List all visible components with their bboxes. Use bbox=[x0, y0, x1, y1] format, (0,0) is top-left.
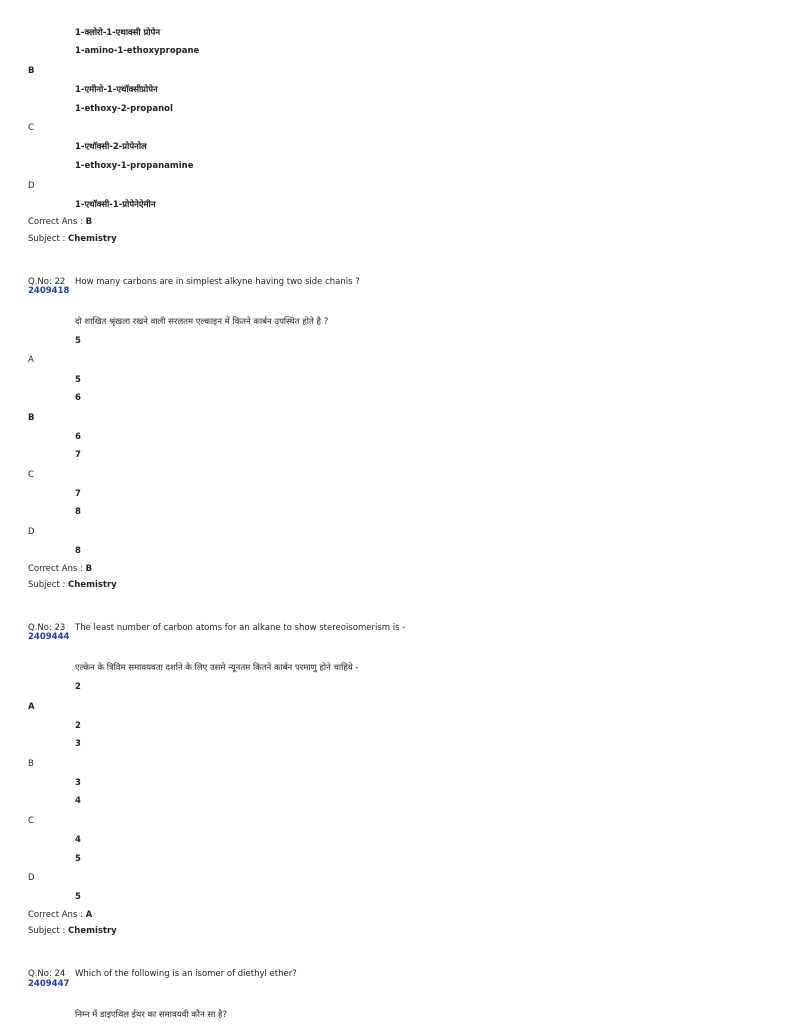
q22-option-letter-b: B bbox=[28, 413, 35, 423]
q22-option-c-english: 7 bbox=[75, 450, 81, 460]
q23-option-c-hindi: 4 bbox=[75, 835, 81, 845]
subject-value: Chemistry bbox=[68, 926, 117, 936]
q21-option-d-english: 1-ethoxy-1-propanamine bbox=[75, 161, 194, 171]
subject-label: Subject : bbox=[28, 234, 66, 244]
q23-correct-answer bbox=[28, 910, 92, 921]
subject-label: Subject : bbox=[28, 580, 66, 590]
q21-option-b-english: 1-amino-1-ethoxypropane bbox=[75, 46, 200, 56]
subject-label: Subject : bbox=[28, 926, 66, 936]
correct-answer-label: Correct Ans : bbox=[28, 564, 83, 574]
q23-option-b-hindi: 3 bbox=[75, 778, 81, 788]
q22-option-c-hindi: 7 bbox=[75, 489, 81, 499]
q22-option-letter-a: A bbox=[28, 355, 34, 365]
q23-question-english: The least number of carbon atoms for an alkane to show stereoisomerism is - bbox=[75, 623, 406, 633]
q21-option-letter-c: C bbox=[28, 123, 34, 133]
q23-option-d-english: 5 bbox=[75, 854, 81, 864]
q23-option-c-english: 4 bbox=[75, 796, 81, 806]
correct-answer-value: B bbox=[85, 217, 93, 227]
correct-answer-value: B bbox=[85, 564, 93, 574]
q23-option-a-hindi: 2 bbox=[75, 721, 81, 731]
q23-option-letter-d: D bbox=[28, 873, 35, 883]
q23-option-b-english: 3 bbox=[75, 739, 81, 749]
q22-option-d-english: 8 bbox=[75, 507, 81, 517]
q22-option-b-english: 6 bbox=[75, 393, 81, 403]
q21-option-letter-b: B bbox=[28, 66, 35, 76]
q22-correct-answer bbox=[28, 564, 92, 575]
q22-option-d-hindi: 8 bbox=[75, 546, 81, 556]
q22-question-id: 2409418 bbox=[28, 286, 70, 296]
q21-subject bbox=[28, 234, 117, 245]
q23-number: Q.No: 23 bbox=[28, 623, 66, 633]
q23-question-hindi: एल्केन के त्रिविम समावयवता दर्शाने के लिए उसमे न्यूनतम कितने कार्बन परमाणु होने चाहिये - bbox=[75, 663, 359, 673]
q23-option-a-english: 2 bbox=[75, 682, 81, 692]
q23-option-letter-b: B bbox=[28, 759, 34, 769]
q23-option-d-hindi: 5 bbox=[75, 892, 81, 902]
q21-correct-answer bbox=[28, 217, 92, 228]
q22-option-a-english: 5 bbox=[75, 336, 81, 346]
correct-answer-label: Correct Ans : bbox=[28, 217, 83, 227]
q24-question-hindi: निम्न में डाइएथिल ईथर का समावयवी कौन सा है? bbox=[75, 1010, 228, 1020]
q21-option-letter-d: D bbox=[28, 181, 35, 191]
q21-option-b-hindi: 1-एमीनो-1-एथॉक्सीप्रोपेन bbox=[75, 85, 158, 95]
q24-question-id: 2409447 bbox=[28, 979, 70, 989]
q21-option-d-hindi: 1-एथॉक्सी-1-प्रोपेनेऐमीन bbox=[75, 200, 156, 210]
subject-value: Chemistry bbox=[68, 580, 117, 590]
q24-question-english: Which of the following is an isomer of diethyl ether? bbox=[75, 969, 297, 979]
q24-number: Q.No: 24 bbox=[28, 969, 66, 979]
q22-option-a-hindi: 5 bbox=[75, 375, 81, 385]
correct-answer-value: A bbox=[85, 910, 93, 920]
q23-option-letter-a: A bbox=[28, 702, 35, 712]
q22-subject bbox=[28, 580, 117, 591]
q22-option-b-hindi: 6 bbox=[75, 432, 81, 442]
q22-question-english: How many carbons are in simplest alkyne having two side chanis ? bbox=[75, 277, 360, 287]
subject-value: Chemistry bbox=[68, 234, 117, 244]
q23-subject bbox=[28, 926, 117, 937]
q22-question-hindi: दो शाखित श्रृंखला रखने वाली सरलतम एल्काइन में कितने कार्बन उपस्थित होते है ? bbox=[75, 317, 329, 327]
q22-option-letter-c: C bbox=[28, 470, 34, 480]
q21-option-c-english: 1-ethoxy-2-propanol bbox=[75, 104, 173, 114]
q21-option-c-hindi: 1-एथॉक्सी-2-प्रोपेनोल bbox=[75, 142, 147, 152]
q22-number: Q.No: 22 bbox=[28, 277, 66, 287]
correct-answer-label: Correct Ans : bbox=[28, 910, 83, 920]
q23-option-letter-c: C bbox=[28, 816, 34, 826]
q21-option-a-hindi: 1-क्लोरो-1-एथाक्सी प्रोपेन bbox=[75, 28, 161, 38]
q23-question-id: 2409444 bbox=[28, 632, 70, 642]
q22-option-letter-d: D bbox=[28, 527, 35, 537]
